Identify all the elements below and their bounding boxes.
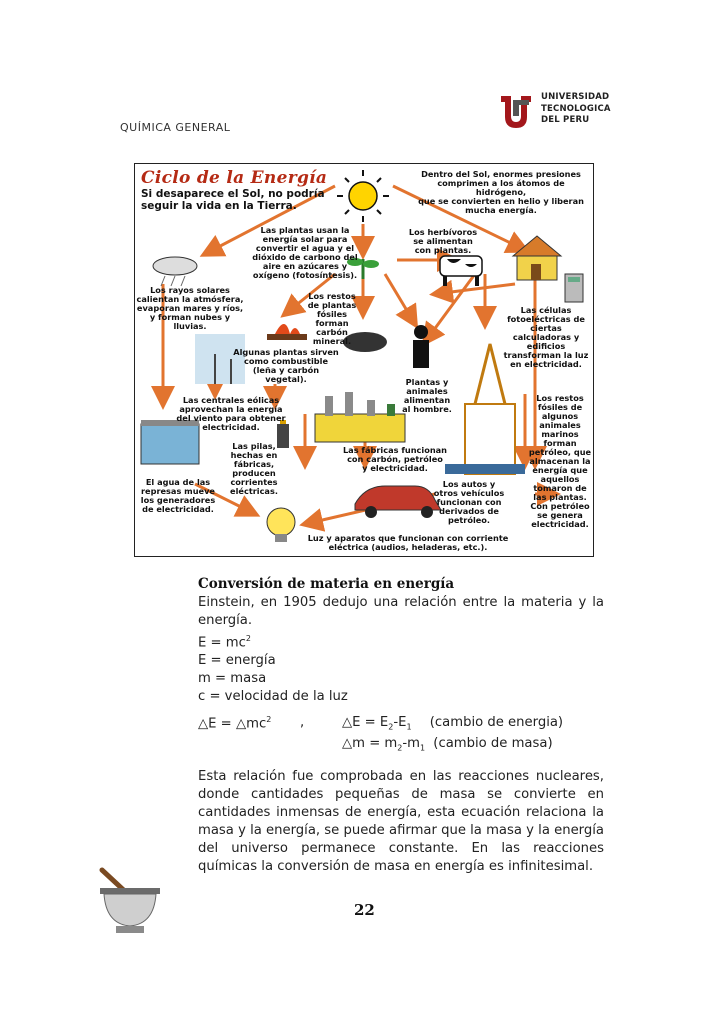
delta-icon: △ [342,736,353,751]
label-factories: Las fábricas funcionan con carbón, petróleo y electricidad. [342,445,448,473]
light-bulb-icon [267,508,295,542]
definitions-list [198,630,348,706]
label-plants: Las plantas usan la energía solar para convertir el agua y el dióxido de carbono del aire en azúcares y oxígeno (fotosíntesis). [252,225,358,280]
university-logo [497,88,611,134]
logo-text [541,92,611,127]
label-fuel-plants: Algunas plantas sirven como combustible (leña y carbón vegetal). [233,347,339,384]
label-light: Luz y aparatos que funcionan con corriente eléctrica (audios, heladeras, etc.). [307,533,509,552]
equation-delta-energy: △E = $E_2-E_1$ (cambio de energia) [342,715,564,732]
logo-line-1: UNIVERSIDAD [541,92,610,102]
body-paragraph: Esta relación fue comprobada en las reacciones nucleares, donde cantidades pequeñas de masa se convierte en cantidades inmensas de energía, esta ecuación relaciona la masa y la energía, se puede afirmar que la masa y la energía del universo permanece constante. En las reacciones químicas la conversión de masa en energía es infinitesimal. [198,769,604,874]
equation-separator: , [300,715,305,730]
label-sun: Dentro del Sol, enormes presiones comprimen a los átomos de hidrógeno, que se convierten en helio y liberan mucha energía. [418,169,584,215]
person-icon [413,325,429,368]
diagram-subtitle: Si desaparece el Sol, no podría seguir la vida en la Tierra. [141,188,325,212]
running-title: QUÍMICA GENERAL [120,121,231,134]
section-heading: Conversión de materia en energía [198,576,455,592]
label-photo-cells: Las células fotoeléctricas de ciertas calculadoras y edificios transforman la luz en electricidad. [503,305,589,369]
delta-icon: △ [342,715,353,730]
delta-icon: △ [198,716,209,732]
sun-icon [337,170,389,222]
logo-line-3: DEL PERU [541,115,590,125]
label-marine-fossils: Los restos fósiles de algunos animales marinos forman petróleo, que almacenan la energía que aquellos tomaron de las plantas. Con petróleo se genera electricidad. [528,393,592,529]
label-cars: Los autos y otros vehículos funcionan con derivados de petróleo. [433,479,505,525]
equation-delta-mass: △m = $m_2-m_1$ (cambio de masa) [342,736,553,753]
energy-cycle-diagram [134,163,594,557]
definition-light-speed: c = velocidad de la luz [198,689,348,705]
page-number: 22 [354,901,375,919]
label-rays: Los rayos solares calientan la atmósfera, evaporan mares y ríos, y forman nubes y lluvias. [136,285,244,331]
label-fossil-plants: Los restos de plantas fósiles forman carbón mineral. [307,291,357,346]
equation-delta-e-mc2: △E = $\triangle mc^2$ [198,715,272,732]
definition-energy: E = energía [198,653,276,669]
factory-icon [315,392,405,442]
delta-icon: △ [235,716,247,732]
label-batteries: Las pilas, hechas en fábricas, producen corrientes eléctricas. [230,441,278,496]
cow-icon [440,256,482,286]
label-herbivores: Los herbívoros se alimentan con plantas. [408,227,478,255]
logo-line-2: TECNOLOGICA [541,103,611,114]
diagram-title: Ciclo de la Energía [141,168,328,188]
utp-logo-icon [497,92,535,130]
intro-paragraph: Einstein, en 1905 dedujo una relación entre la materia y la energía. [198,595,604,628]
label-food: Plantas y animales alimentan al hombre. [402,377,452,414]
calculator-icon [565,274,583,302]
mortar-pestle-icon [96,866,164,936]
equation-emc2: $E = mc^2$ [198,634,251,651]
label-wind: Las centrales eólicas aprovechan la energía del viento para obtener electricidad. [176,395,286,432]
label-dams: El agua de las represas mueve los generadores de electricidad. [140,477,216,514]
house-icon [513,236,561,280]
cloud-rain-icon [153,257,197,286]
definition-mass: m = masa [198,671,267,687]
